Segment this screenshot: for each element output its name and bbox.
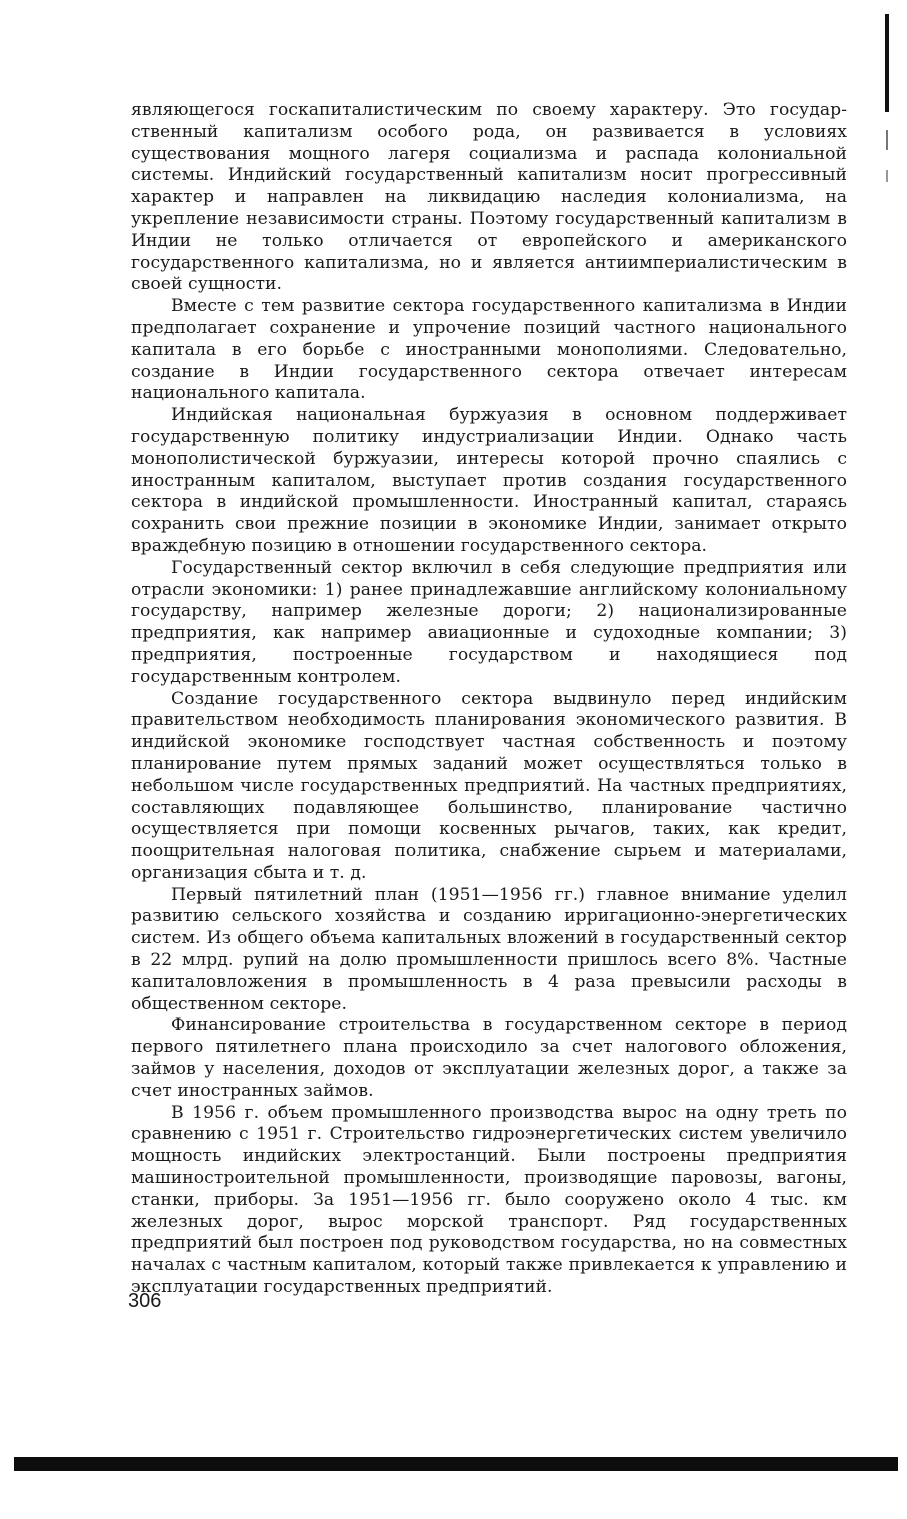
paragraph: Первый пятилетний план (1951—1956 гг.) главное внимание уделил развитию сельского хозяйства и созданию ирригационно-энергетических систем. Из общего объема капитальных вложений в государственный сектор в 22 млрд. рупий на долю промышленности пришлось всего 8%. Частные капиталовложения в промышленность в 4 раза превысили расходы в общественном секторе. (131, 884, 847, 1014)
paragraph: В 1956 г. объем промышленного производства вырос на одну треть по сравнению с 1951 г. Строительство гидроэнергетических систем увеличило мощность индийских электростанций. Были построены предприятия машиностроительной промышленности, производящие паровозы, вагоны, станки, приборы. За 1951—1956 гг. было сооружено около 4 тыс. км железных дорог, вырос морской транспорт. Ряд государственных предприятий был построен под руководством государства, но на совместных началах с частным капиталом, который также привлекается к управлению и эксплуатации государственных предприятий. (131, 1102, 847, 1298)
paragraph: Государственный сектор включил в себя следующие предприятия или отрасли экономики: 1) ранее принадлежавшие английскому колониальному государству, например железные дороги; 2) национализированные предприятия, как например авиационные и судоходные компании; 3) предприятия, построенные государством и находящиеся под государственным контролем. (131, 557, 847, 687)
scan-edge-line (885, 14, 889, 112)
paragraph: Индийская национальная буржуазия в основном поддерживает государственную политику индустриализации Индии. Однако часть монополистической буржуазии, интересы которой прочно спаялись с иностранным капиталом, выступает против создания государственного сектора в индийской промышленности. Иностранный капитал, стараясь сохранить свои прежние позиции в экономике Индии, занимает открыто враждебную позицию в отношении государственного сектора. (131, 405, 847, 556)
scan-edge-mark (886, 170, 888, 182)
paragraph: Финансирование строительства в государственном секторе в период первого пятилетнего плана происходило за счет налогового обложения, займов у населения, доходов от эксплуатации железных дорог, а также за счет иностранных займов. (131, 1015, 847, 1101)
paragraph: Создание государственного сектора выдвинуло перед индийским правительством необходимость планирования экономического развития. В индийской экономике господствует частная собственность и поэтому планирование путем прямых заданий может осуществляться только в небольшом числе государственных предприятий. На частных предприятиях, составляющих подавляющее большинство, планирование частично осуществляется при помощи косвенных рычагов, таких, как кредит, поощрительная налоговая политика, снабжение сырьем и материалами, организация сбыта и т. д. (131, 688, 847, 883)
paragraph: Вместе с тем развитие сектора государственного капитализма в Индии предполагает сохранение и упрочение позиций частного национального капитала в его борьбе с иностранными монополиями. Следовательно, создание в Индии государственного сектора отвечает интересам национального капитала. (131, 296, 847, 404)
paragraph: являющегося госкапиталистическим по своему характеру. Это государственный капитализм особого рода, он развивается в условиях существования мощного лагеря социализма и распада колониальной системы. Индийский государственный капитализм носит прогрессивный характер и направлен на ликвидацию наследия колониализма, на укрепление независимости страны. Поэтому государственный капитализм в Индии не только отличается от европейского и американского государственного капитализма, но и является антиимпериалистическим в своей сущности. (131, 100, 847, 295)
scan-bottom-border (14, 1457, 898, 1471)
scan-edge-mark (886, 130, 888, 150)
page-number: 306 (128, 1290, 162, 1312)
body-text (131, 100, 847, 1299)
